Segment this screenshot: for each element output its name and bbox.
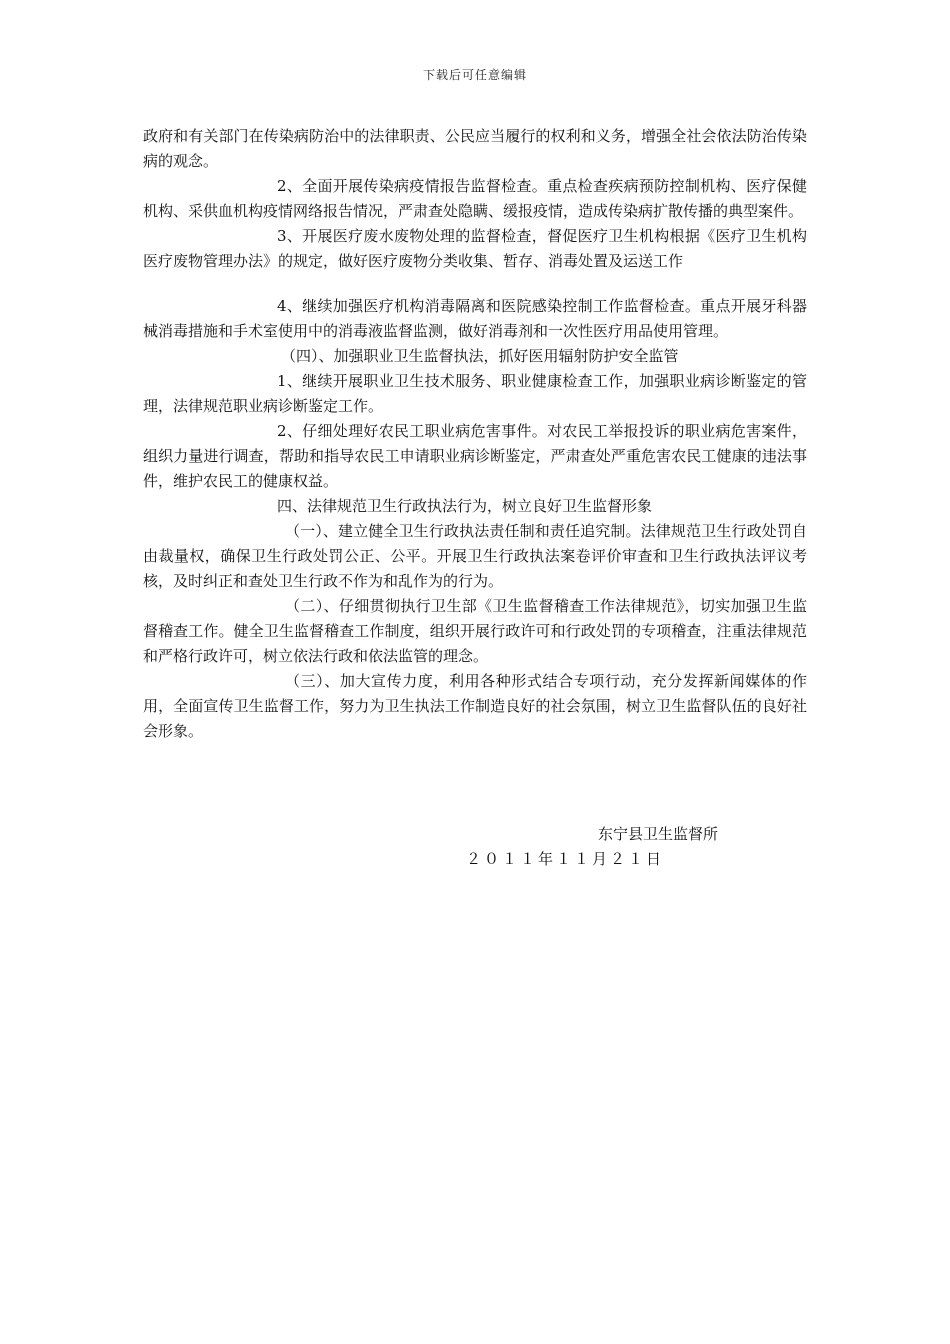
- paragraph-item-2: 2、全面开展传染病疫情报告监督检查。重点检查疾病预防控制机构、医疗保健机构、采供血机构疫情网络报告情况，严肃查处隐瞒、缓报疫情，造成传染病扩散传播的典型案件。: [143, 177, 807, 220]
- section-heading-4: （四）、加强职业卫生监督执法，抓好医用辐射防护安全监管: [281, 347, 679, 365]
- chapter-heading-4: 四、法律规范卫生行政执法行为，树立良好卫生监督形象: [277, 497, 653, 515]
- paragraph-item-4: 4、继续加强医疗机构消毒隔离和医院感染控制工作监督检查。重点开展牙科器械消毒措施和手术室使用中的消毒液监督监测，做好消毒剂和一次性医疗用品使用管理。: [143, 297, 807, 340]
- page-header-note: 下载后可任意编辑: [422, 68, 527, 82]
- document-body: [143, 124, 807, 744]
- paragraph-sub-1: （一）、建立健全卫生行政执法责任制和责任追究制。法律规范卫生行政处罚自由裁量权，确保卫生行政处罚公正、公平。开展卫生行政执法案卷评价审查和卫生行政执法评议考核，及时纠正和查处卫生行政不作为和乱作为的行为。: [143, 522, 807, 590]
- paragraph-continuation: 政府和有关部门在传染病防治中的法律职责、公民应当履行的权利和义务，增强全社会依法防治传染病的观念。: [143, 127, 807, 170]
- paragraph-sub-3: （三）、加大宣传力度，利用各种形式结合专项行动，充分发挥新闻媒体的作用，全面宣传卫生监督工作，努力为卫生执法工作制造良好的社会氛围，树立卫生监督队伍的良好社会形象。: [143, 672, 807, 740]
- signature-date: ２０１１年１１月２１日: [466, 850, 665, 868]
- paragraph-occupational-1: 1、继续开展职业卫生技术服务、职业健康检查工作，加强职业病诊断鉴定的管理，法律规范职业病诊断鉴定工作。: [143, 372, 807, 415]
- paragraph-occupational-2: 2、仔细处理好农民工职业病危害事件。对农民工举报投诉的职业病危害案件，组织力量进行调查，帮助和指导农民工申请职业病诊断鉴定，严肃查处严重危害农民工健康的违法事件，维护农民工的健康权益。: [143, 422, 807, 490]
- paragraph-item-3: 3、开展医疗废水废物处理的监督检查，督促医疗卫生机构根据《医疗卫生机构医疗废物管理办法》的规定，做好医疗废物分类收集、暂存、消毒处置及运送工作: [143, 227, 807, 270]
- paragraph-sub-2: （二）、仔细贯彻执行卫生部《卫生监督稽查工作法律规范》，切实加强卫生监督稽查工作。健全卫生监督稽查工作制度，组织开展行政许可和行政处罚的专项稽查，注重法律规范和严格行政许可，树立依法行政和依法监管的理念。: [143, 597, 807, 665]
- signature-organization: 东宁县卫生监督所: [598, 825, 719, 843]
